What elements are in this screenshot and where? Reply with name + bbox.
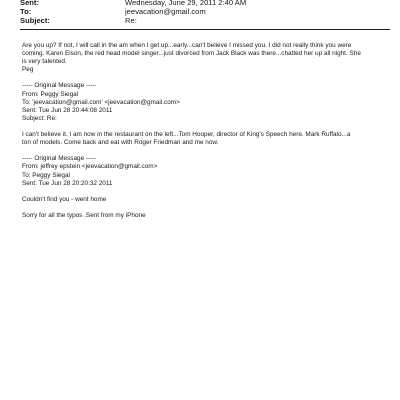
quoted-from: From: jeffrey epstein <jeevacation@gmail.com> (22, 163, 158, 171)
quoted-footer: Sorry for all the typos .Sent from my iPhone (22, 211, 146, 219)
quoted-line: I can't believe it. I am now in the restaurant on the left...Tom Hooper, director of King's Speech here. Mark Ruffalo...a (22, 131, 351, 139)
to-value: jeevacation@gmail.com (125, 7, 206, 16)
quoted-to: To: Peggy Siegal (22, 171, 70, 179)
sent-value: Wednesday, June 29, 2011 2:40 AM (125, 0, 247, 7)
message-line: coming. Karen Elson, the red head model singer...just divorced from Jack Black was there...chatted her up all night. She (22, 50, 361, 58)
header-divider (20, 29, 390, 30)
quoted-line: ton of models. Come back and eat with Roger Friedman and me now. (22, 139, 219, 147)
email-body (22, 42, 382, 220)
quoted-message-1 (22, 82, 382, 147)
to-label: To: (20, 7, 32, 16)
message-text (22, 42, 382, 74)
quoted-from: From: Peggy Siegal (22, 90, 79, 98)
message-line: Are you up? If not, I will call in the am when I get up...early...can't believe I missed you. I did not really think you were (22, 42, 352, 49)
quoted-subject: Subject: Re: (22, 114, 57, 122)
quoted-sent: Sent: Tue Jun 28 20:44:08 2011 (22, 106, 113, 114)
quoted-message-2 (22, 155, 382, 220)
original-message-separator: ----- Original Message ----- (22, 155, 97, 163)
quoted-to: To: 'jeevacation@gmail.com' <jeevacation@gmail.com> (22, 98, 180, 106)
subject-label: Subject: (20, 16, 50, 25)
quoted-line: Couldn't find you - went home (22, 195, 107, 203)
message-line: is very talented. (22, 58, 67, 66)
signature: Peg (22, 66, 34, 74)
original-message-separator: ----- Original Message ----- (22, 82, 97, 90)
subject-value: Re: (125, 16, 137, 25)
quoted-sent: Sent: Tue Jun 28 20:20:32 2011 (22, 179, 113, 187)
sent-label: Sent: (20, 0, 39, 7)
